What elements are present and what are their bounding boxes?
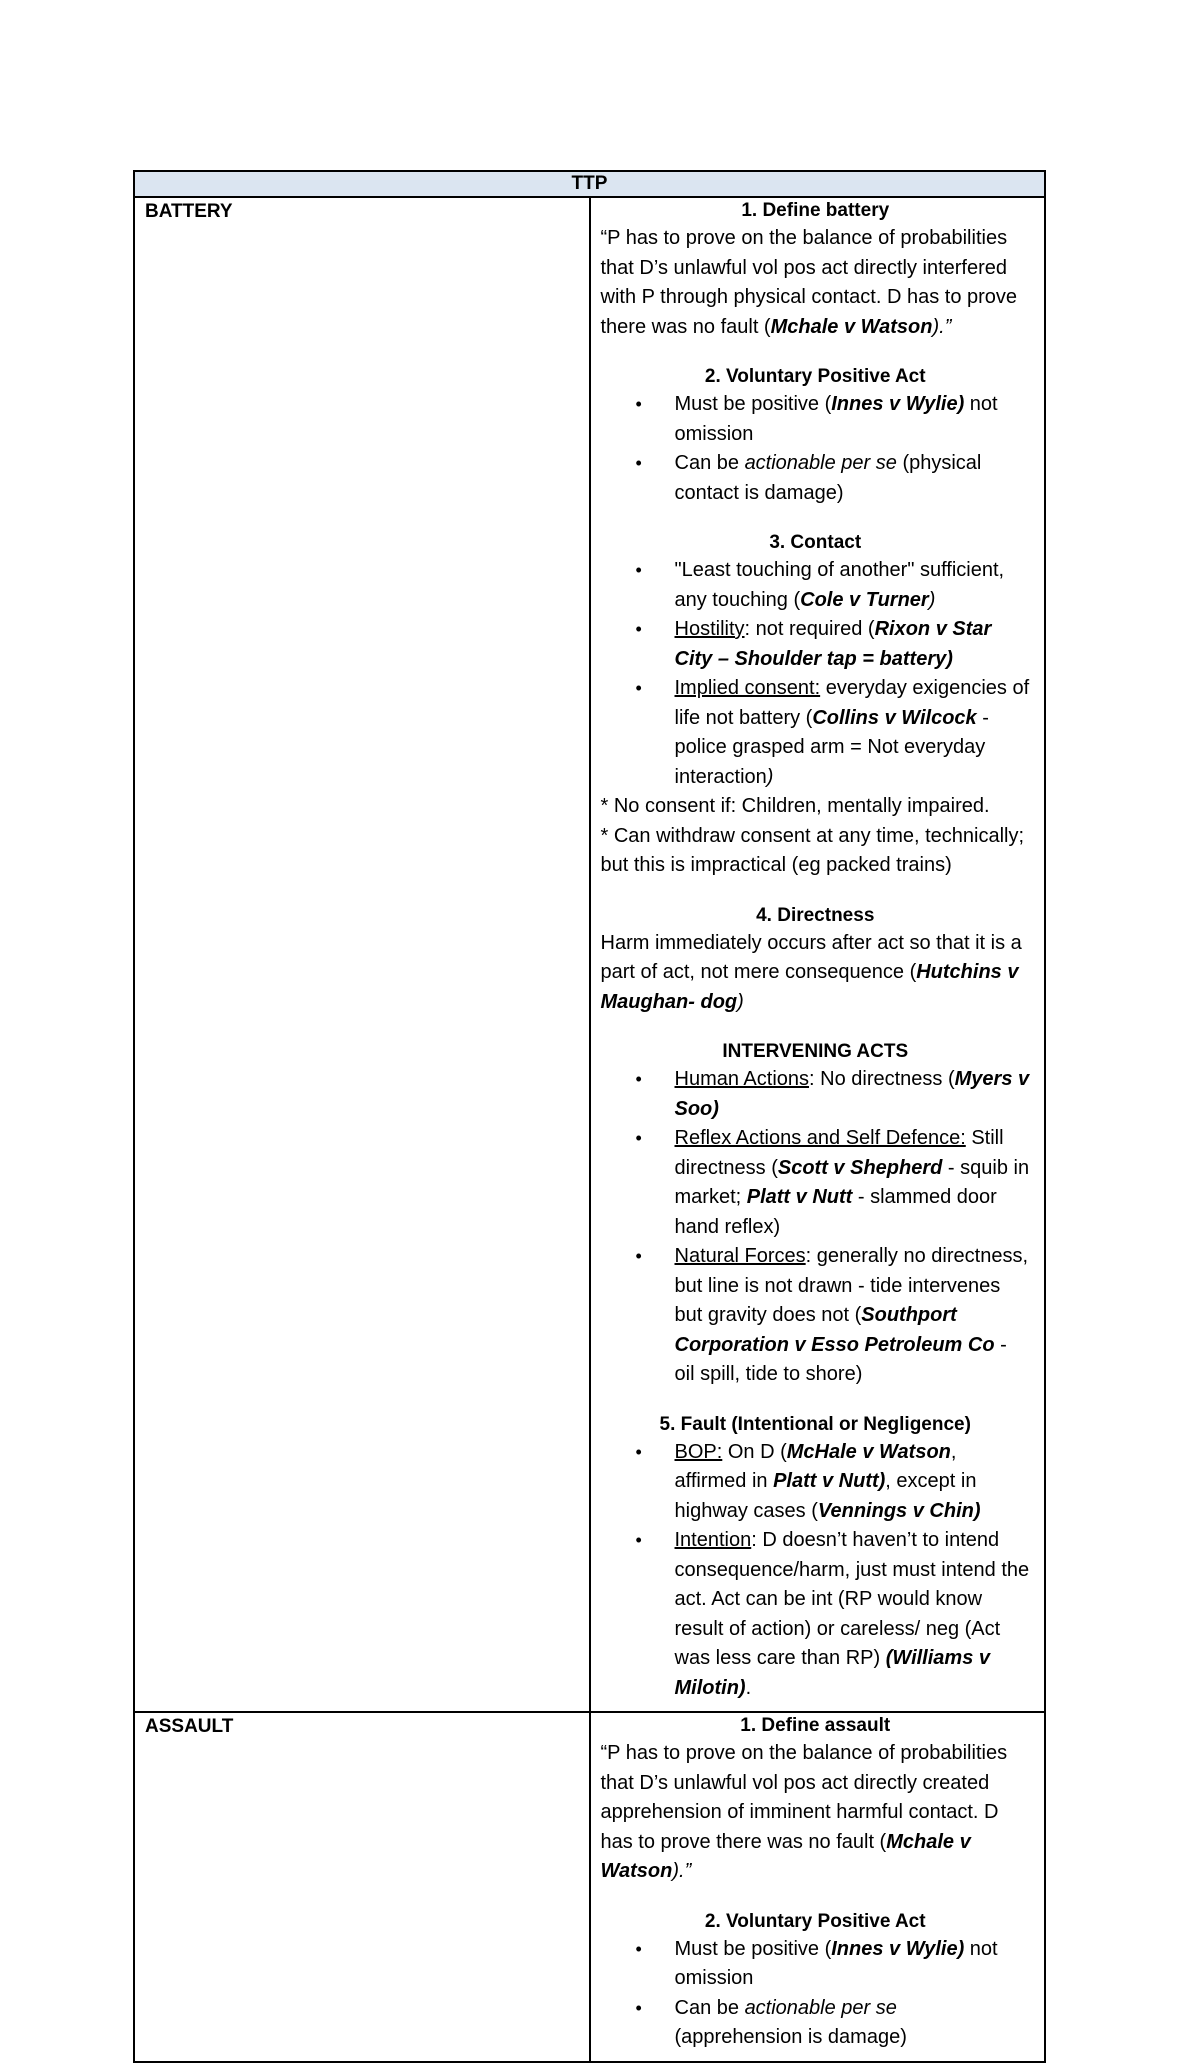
text-run: "Least touching of another" sufficient, any touching ( [674,559,1005,611]
text-run: actionable per se [744,452,897,474]
text-run: On D ( [722,1440,787,1463]
section-heading: 1. Define assault [740,1715,891,1736]
bullet-list [601,556,1031,792]
text-run: everyday exigencies of life not battery ( [674,677,1030,729]
text-run: , affirmed in [674,1440,957,1492]
table-header-row [134,171,1045,197]
text-run: BOP: [674,1440,723,1463]
text-run: Can be [674,452,745,474]
list-item [601,1994,1031,2053]
case-citation: Rixon v Star City – Shoulder tap = battery) [674,618,992,670]
text-run: Must be positive ( [674,1937,832,1960]
text-run: Reflex Actions and Self Defence: [674,1127,966,1149]
section [601,903,1031,1018]
list-item [601,390,1031,449]
case-citation: Platt v Nutt) [773,1470,886,1492]
row-content-assault [590,1712,1046,2062]
text-run: ).” [672,1860,692,1882]
text-run: Human Actions [674,1068,810,1090]
text-run: - oil spill, tide to shore) [674,1333,1007,1385]
table-header: TTP [134,171,1045,197]
text-run: Must be positive ( [674,393,832,415]
text-run: - squib in market; [674,1156,1030,1208]
section-heading: 5. Fault (Intentional or Negligence) [659,1413,971,1435]
text-run: (apprehension is damage) [674,2026,907,2048]
bullet-list [601,390,1031,508]
list-item [601,449,1031,508]
list-item [601,1438,1031,1527]
text-run: - slammed door hand reflex) [674,1186,997,1238]
case-citation: Innes v Wylie) [831,1937,965,1960]
section-heading: 1. Define battery [741,200,890,221]
list-item [601,1065,1031,1124]
case-citation: Collins v Wilcock [812,706,977,729]
case-citation: Innes v Wylie) [831,393,965,415]
case-citation: Southport Corporation v Esso Petroleum Co [674,1304,995,1356]
text-run: , except in highway cases ( [674,1470,977,1522]
bullet-list [601,1438,1031,1704]
note: * No consent if: Children, mentally impaired. [600,795,990,817]
bullet-list [601,1935,1031,2053]
section-paragraph [601,929,1031,1018]
text-run: actionable per se [744,1996,897,2019]
text-run: : No directness ( [809,1068,955,1090]
section-paragraph [601,1739,1031,1887]
text-run: Harm immediately occurs after act so that it is a part of act, not mere consequence ( [600,931,1022,983]
section [601,1909,1031,2053]
text-run: ) [928,588,936,611]
text-run: Can be [674,1996,745,2019]
section [601,1039,1031,1390]
table-row-battery [134,197,1045,1712]
list-item [601,1124,1031,1242]
section-heading: 3. Contact [769,532,862,553]
section [601,364,1031,508]
row-label-assault: ASSAULT [134,1712,590,2062]
note: * Can withdraw consent at any time, technically; but this is impractical (eg packed trains) [600,824,1025,876]
bullet-list [601,1065,1031,1390]
text-run: : not required ( [744,618,875,640]
section [601,198,1031,342]
list-item [601,1242,1031,1390]
list-item [601,674,1031,792]
section [601,1713,1031,1887]
section [601,1412,1031,1704]
row-label-battery: BATTERY [134,197,590,1712]
case-citation: McHale v Watson [786,1440,951,1463]
section-heading: 2. Voluntary Positive Act [704,1910,926,1932]
text-run: Still directness ( [674,1127,1004,1179]
text-run: Natural Forces [674,1245,806,1267]
row-content-battery [590,197,1046,1712]
section-heading: INTERVENING ACTS [722,1041,909,1062]
text-run: : generally no directness, but line is not drawn - tide intervenes but gravity does not ( [674,1245,1028,1326]
text-run: Implied consent: [674,677,821,699]
text-run: ).” [932,315,952,338]
text-run: : D doesn’t haven’t to intend consequence/harm, just must intend the act. Act can be int (RP would know result of action) or careless/ neg (Act was less care than RP) [674,1529,1030,1669]
section-heading: 4. Directness [756,904,875,926]
case-citation: Hutchins v Maughan- dog [600,961,1019,1013]
text-run: “P has to prove on the balance of probabilities that D’s unlawful vol pos act directly interfered with P through physical contact. D has to prove there was no fault ( [600,227,1018,338]
case-citation: Vennings v Chin) [817,1499,981,1522]
text-run: “P has to prove on the balance of probabilities that D’s unlawful vol pos act directly created apprehension of imminent harmful contact. D has to prove there was no fault ( [600,1742,1008,1853]
text-run: not omission [674,1937,998,1989]
text-run: not omission [674,393,998,445]
case-citation: Mchale v Watson [600,1830,971,1882]
list-item [601,556,1031,615]
case-citation: Mchale v Watson [770,315,933,338]
text-run: ) [766,765,774,788]
list-item [601,1526,1031,1703]
section-heading: 2. Voluntary Positive Act [704,366,926,387]
case-citation: Scott v Shepherd [777,1156,943,1179]
section-paragraph [601,224,1031,342]
list-item [601,615,1031,674]
case-citation: Myers v Soo) [674,1068,1030,1120]
section [601,530,1031,881]
text-run: Intention [674,1529,752,1551]
text-run: - police grasped arm = Not everyday interaction [674,706,989,788]
case-citation: Platt v Nutt [746,1186,853,1208]
text-run: ) [737,990,744,1013]
text-run: . [745,1676,752,1699]
case-citation: (Williams v Milotin) [674,1647,990,1699]
table-row-assault [134,1712,1045,2062]
text-run: Hostility [674,618,745,640]
ttp-table [133,170,1046,2063]
text-run: (physical contact is damage) [674,452,982,504]
list-item [601,1935,1031,1994]
case-citation: Cole v Turner [800,588,929,611]
